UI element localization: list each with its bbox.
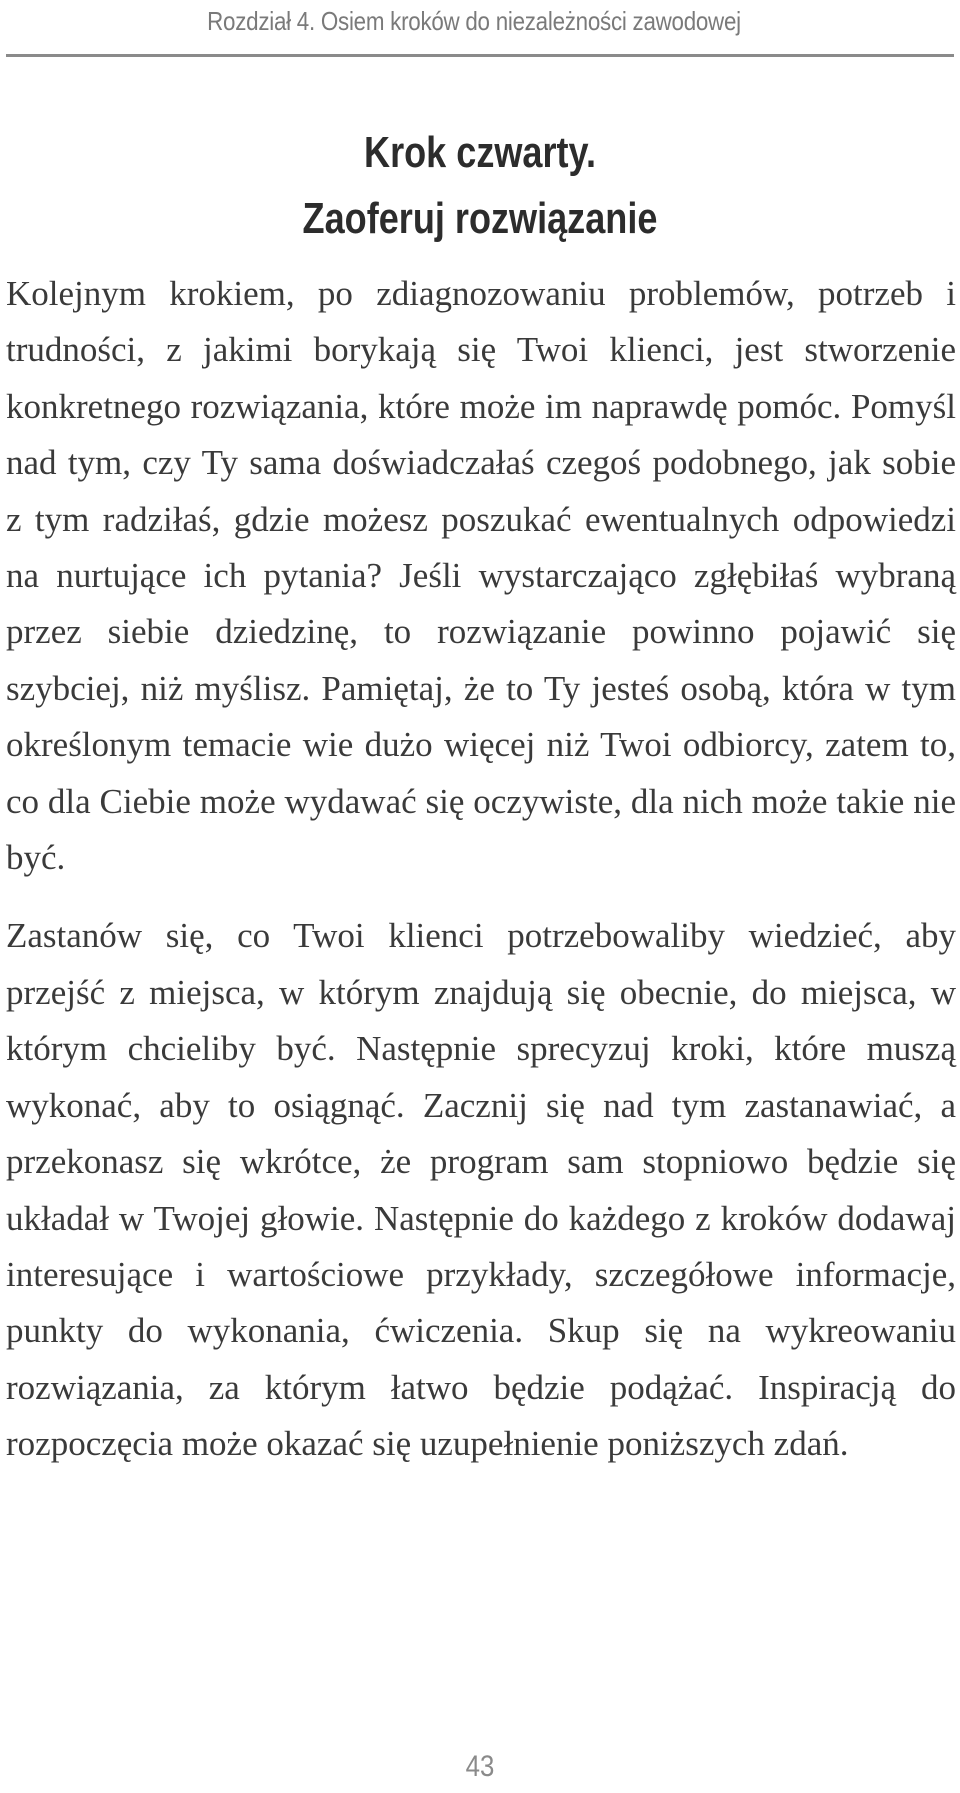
page-number: 43 [465, 1750, 495, 1783]
section-heading [86, 120, 873, 252]
section-heading-line-2: Zaoferuj rozwiązanie [302, 194, 658, 243]
running-header: Rozdział 4. Osiem kroków do niezależności zawodowej [207, 6, 741, 36]
body-text [6, 266, 956, 1473]
header-rule [6, 54, 954, 57]
paragraph-2: Zastanów się, co Twoi klienci potrzebowaliby wiedzieć, aby przejść z miejsca, w którym znajdują się obecnie, do miejsca, w którym chcieliby być. Następnie sprecyzuj kroki, które muszą wykonać, aby to osiągnąć. Zacznij się nad tym zastanawiać, a przekonasz się wkrótce, że program sam stopniowo będzie się układał w Twojej głowie. Następnie do każdego z kroków dodawaj interesujące i wartościowe przykłady, szczegółowe informacje, punkty do wykonania, ćwiczenia. Skup się na wykreowaniu rozwiązania, za którym łatwo będzie podążać. Inspiracją do rozpoczęcia może okazać się uzupełnienie poniższych zdań. [6, 916, 956, 1464]
paragraph-1: Kolejnym krokiem, po zdiagnozowaniu problemów, potrzeb i trudności, z jakimi borykają się Twoi klienci, jest stworzenie konkretnego rozwiązania, które może im naprawdę pomóc. Pomyśl nad tym, czy Ty sama doświadczałaś czegoś podobnego, jak sobie z tym radziłaś, gdzie możesz poszukać ewentualnych odpowiedzi na nurtujące ich pytania? Jeśli wystarczająco zgłębiłaś wybraną przez siebie dziedzinę, to rozwiązanie powinno pojawić się szybciej, niż myślisz. Pamiętaj, że to Ty jesteś osobą, która w tym określonym temacie wie dużo więcej niż Twoi odbiorcy, zatem to, co dla Ciebie może wydawać się oczywiste, dla nich może takie nie być. [6, 274, 956, 878]
section-heading-line-1: Krok czwarty. [364, 128, 596, 177]
